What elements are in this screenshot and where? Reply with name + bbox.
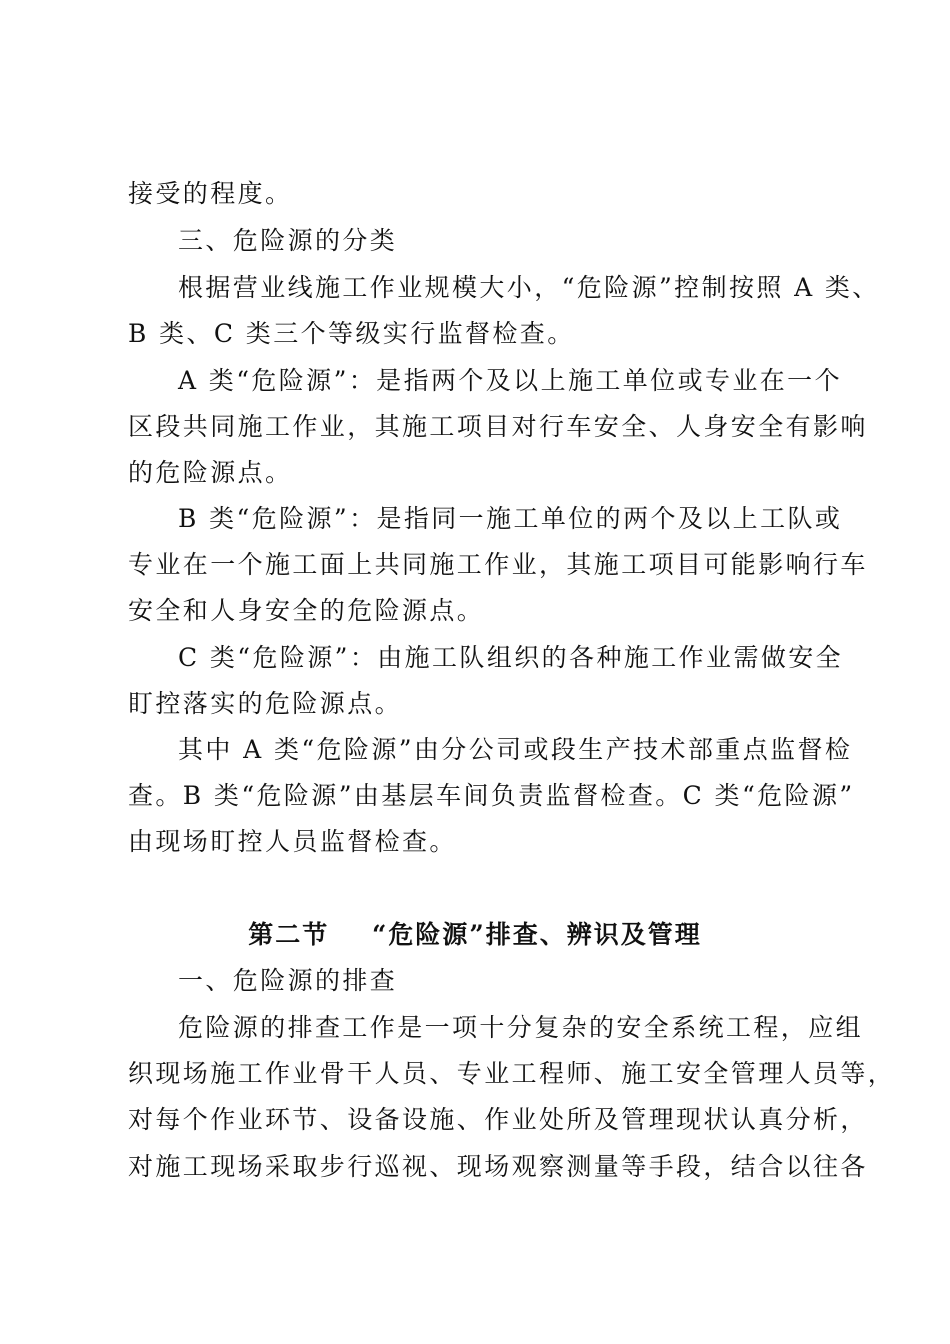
paragraph-line: 查。B 类“危险源”由基层车间负责监督检查。C 类“危险源” <box>128 781 855 810</box>
paragraph-line: 安全和人身安全的危险源点。 <box>128 596 485 625</box>
paragraph-line: 专业在一个施工面上共同施工作业，其施工项目可能影响行车 <box>128 550 868 579</box>
paragraph-line: 区段共同施工作业，其施工项目对行车安全、人身安全有影响 <box>128 412 868 441</box>
paragraph-line: 对施工现场采取步行巡视、现场观察测量等手段，结合以往各 <box>128 1152 868 1181</box>
paragraph-line: 的危险源点。 <box>128 458 293 487</box>
section-heading: 第二节 “危险源”排查、辨识及管理 <box>248 920 702 949</box>
paragraph-line: 对每个作业环节、设备设施、作业处所及管理现状认真分析， <box>128 1105 868 1134</box>
paragraph-line: B 类、C 类三个等级实行监督检查。 <box>128 319 575 348</box>
subsection-title: 一、危险源的排查 <box>178 966 398 995</box>
paragraph-line: 接受的程度。 <box>128 179 293 208</box>
paragraph-line: 其中 A 类“危险源”由分公司或段生产技术部重点监督检 <box>178 735 853 764</box>
paragraph-line: C 类“危险源”：由施工队组织的各种施工作业需做安全 <box>178 643 844 672</box>
paragraph-line: 根据营业线施工作业规模大小，“危险源”控制按照 A 类、 <box>178 273 880 302</box>
paragraph-line: 由现场盯控人员监督检查。 <box>128 827 457 856</box>
paragraph-line: 织现场施工作业骨干人员、专业工程师、施工安全管理人员等， <box>128 1059 896 1088</box>
subsection-title: 三、危险源的分类 <box>178 226 398 255</box>
paragraph-line: 盯控落实的危险源点。 <box>128 689 403 718</box>
paragraph-line: 危险源的排查工作是一项十分复杂的安全系统工程，应组 <box>178 1013 864 1042</box>
paragraph-line: A 类“危险源”：是指两个及以上施工单位或专业在一个 <box>178 366 842 395</box>
paragraph-line: B 类“危险源”：是指同一施工单位的两个及以上工队或 <box>178 504 843 533</box>
